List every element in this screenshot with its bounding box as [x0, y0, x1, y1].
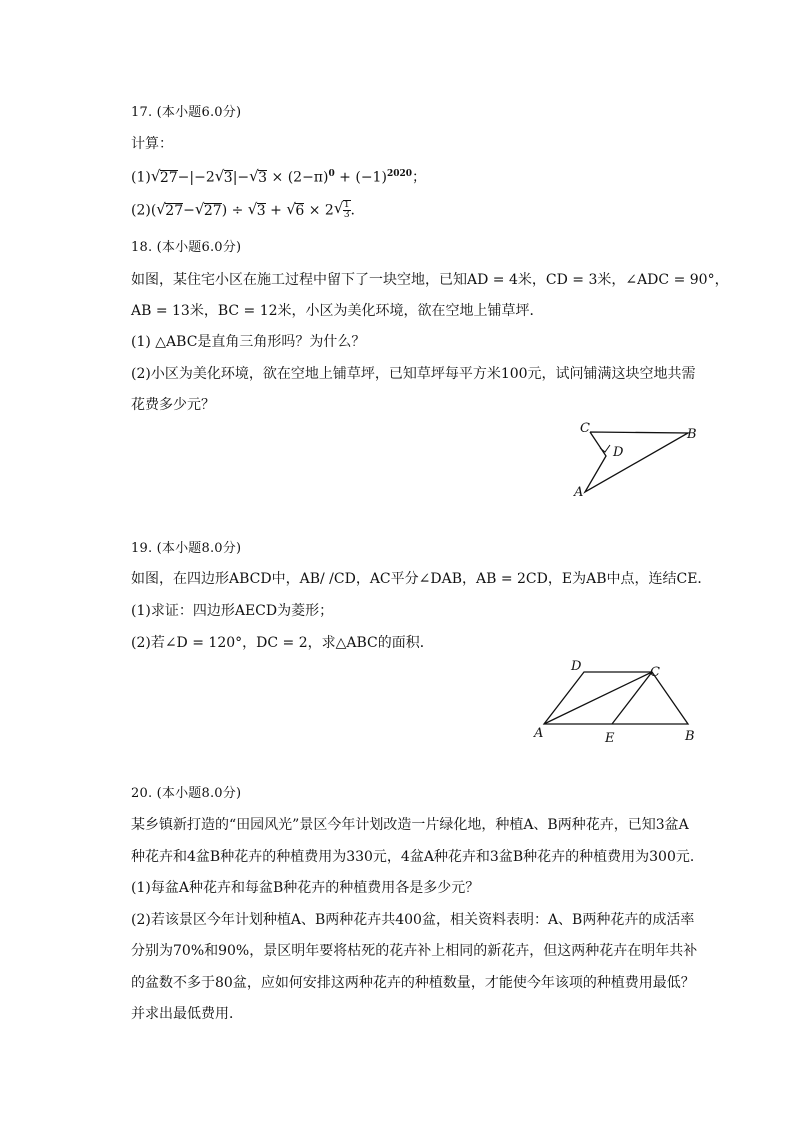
question-20-line-5: 分别为70%和90%，景区明年要将枯死的花卉补上相同的新花卉，但这两种花卉在明年共补	[131, 943, 698, 959]
question-19-sub-1: (1)求证：四边形AECD为菱形；	[131, 603, 334, 619]
question-18-figure	[570, 415, 710, 505]
question-17-header: 17. (本小题6.0分)	[131, 105, 242, 120]
question-17-intro: 计算：	[131, 136, 173, 152]
question-18-body-line-2: AB = 13米，BC = 12米，小区为美化环境，欲在空地上铺草坪．	[131, 303, 544, 319]
question-17	[131, 103, 711, 123]
fig19-label-b: B	[685, 729, 695, 744]
fig18-label-a: A	[574, 485, 584, 500]
question-19-body: 如图，在四边形ABCD中，AB/ /CD，AC平分∠DAB，AB = 2CD，E为AB中点，连结CE．	[131, 571, 712, 587]
question-19-sub-2: (2)若∠D = 120°，DC = 2，求△ABC的面积．	[131, 635, 434, 651]
fig19-label-e: E	[605, 731, 615, 746]
fig19-label-c: C	[650, 665, 660, 680]
fig18-label-d: D	[613, 445, 624, 460]
question-20-header: 20. (本小题8.0分)	[131, 786, 242, 801]
question-20-line-1: 某乡镇新打造的“田园风光”景区今年计划改造一片绿化地，种植A、B两种花卉，已知3盆A	[131, 817, 689, 833]
question-20-line-3: (1)每盆A种花卉和每盆B种花卉的种植费用各是多少元？	[131, 880, 480, 896]
fig19-label-d: D	[571, 659, 582, 674]
question-18-sub-1: (1) △ABC是直角三角形吗？为什么？	[131, 334, 366, 350]
question-18-sub-2-line-1: (2)小区为美化环境，欲在空地上铺草坪，已知草坪每平方米100元，试问铺满这块空地共需	[131, 366, 696, 382]
question-19-header: 19. (本小题8.0分)	[131, 541, 242, 556]
question-18-header: 18. (本小题6.0分)	[131, 240, 242, 255]
fig18-label-b: B	[687, 427, 697, 442]
question-20-line-2: 种花卉和4盆B种花卉的种植费用为330元，4盆A种花卉和3盆B种花卉的种植费用为300元．	[131, 849, 704, 865]
question-20-line-4: (2)若该景区今年计划种植A、B两种花卉共400盆，相关资料表明：A、B两种花卉的成活率	[131, 912, 695, 928]
fig18-label-c: C	[580, 421, 590, 436]
question-18-body-line-1: 如图，某住宅小区在施工过程中留下了一块空地，已知AD = 4米，CD = 3米，∠ADC = 90°，	[131, 272, 729, 288]
question-20-line-7: 并求出最低费用．	[131, 1006, 243, 1022]
question-18-sub-2-line-2: 花费多少元？	[131, 397, 215, 413]
question-17-part-2: (2)(√ 27−√ 27) ÷ √ 3 + √ 6 × 2 √ $\frac{1}{3}$ .	[131, 200, 711, 221]
question-19-figure	[530, 656, 700, 748]
question-17-part-1: (1)√ 27−|−2√ 3|−√ $3 \times (2-\pi)^0 + (-1)^{2020}$；	[131, 164, 711, 188]
fig19-label-a: A	[534, 726, 544, 741]
question-20-line-6: 的盆数不多于80盆，应如何安排这两种花卉的种植数量，才能使今年该项的种植费用最低？	[131, 975, 695, 991]
